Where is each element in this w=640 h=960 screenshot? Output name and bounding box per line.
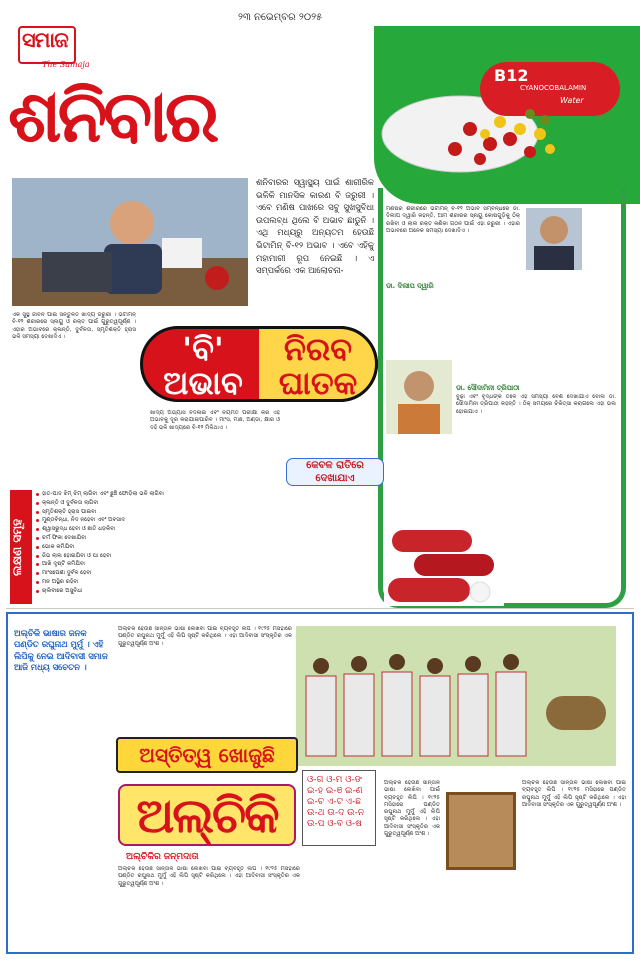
symptom-item: ହାତ-ପାଦ ଝିମ୍ ଝିମ୍ ଲାଗିବା ଏବଂ ଛୁଞ୍ଚି ଫୋଡ଼ିଲା ଭଳି ଲାଗିବା (36, 490, 236, 499)
alchiki-pull-quote: ଅଲ୍‌ଚିକି ଭାଷାର ଜନକ ପଣ୍ଡିତ ରଘୁନାଥ ମୁର୍ମୁ । ଏହି ଲିପିକୁ ନେଇ ଆଦିବାସୀ ସମାଜ ଆଜି ମଧ୍ୟ ସଚେତନ । (14, 628, 108, 673)
b12-label: B12 (494, 66, 529, 85)
symptom-item: ସ୍ମୃତିଶକ୍ତି ହ୍ରାସ ପାଇବା (36, 508, 236, 517)
logo-subtitle: The Samaja (42, 60, 90, 69)
symptom-item: ମୁଣ୍ଡବିନ୍ଧା, ନିଦ ନହେବା ଏବଂ ଅବସାଦ (36, 516, 236, 525)
symptom-item: ଭୋକ କମିଯିବା (36, 543, 236, 552)
night-symptom-badge (286, 458, 384, 486)
symptom-item: ଚର୍ମ ଫିକା ଦେଖାଯିବା (36, 534, 236, 543)
raghunath-murmu-portrait (446, 792, 516, 870)
specialist-name: ଡା. ସୌଦାମିନୀ ତ୍ରିପାଠୀ (456, 384, 520, 392)
cyano-label: CYANOCOBALAMIN (520, 84, 587, 92)
doctor-portrait-1 (526, 208, 582, 270)
alchiki-article-bottom: ଅଲ୍‌ଚିକି ହେଉଛି ସାନ୍ତାଳି ଭାଷା ଲେଖିବା ପାଇଁ ବ୍ୟବହୃତ ଲିପି । ୧୯୨୫ ମସିହାରେ ପଣ୍ଡିତ ରଘୁନାଥ ମୁର୍ମୁ ଏହି ଲିପି ସୃଷ୍ଟି କରିଥିଲେ । ଏହା ଆଦିବାସୀ ସଂସ୍କୃତିର ଏକ ଗୁରୁତ୍ୱପୂର୍ଣ୍ଣ ଅଂଶ । (118, 866, 300, 887)
left-column-article: ଏକ ସୁସ୍ଥ ଜୀବନ ପାଇଁ ସନ୍ତୁଳିତ ଖାଦ୍ୟ ଜରୁରୀ । ଭିଟାମିନ୍ ବି-୧୨ ଶରୀରରେ ସ୍ନାୟୁ ଓ ରକ୍ତ ପାଇଁ ଗୁରୁତ୍ୱପୂର୍ଣ୍ଣ । ଏହାର ଅଭାବରେ କ୍ଳାନ୍ତି, ଦୁର୍ବଳତା, ସ୍ମୃତିଶକ୍ତି ହ୍ରାସ ଭଳି ସମସ୍ୟା ଦେଖାଦିଏ । (12, 312, 136, 340)
symptoms-list (36, 490, 236, 596)
middle-column-article: ଖାଦ୍ୟ ଅଭ୍ୟାସ ବଦଳାଇ ଏବଂ ନିୟମିତ ପରୀକ୍ଷା କରି ଏହି ଅଭାବକୁ ଦୂର କରାଯାଇପାରିବ । ମାଂସ, ମାଛ, ଅଣ୍ଡା, କ୍ଷୀର ଓ ଦହି ଭଳି ଖାଦ୍ୟରେ ବି-୧୨ ମିଳିଥାଏ । (150, 410, 280, 431)
symptom-item: ଜିଭ ଲାଲ ହୋଇଯିବା ଓ ଘା ହେବା (36, 552, 236, 561)
symptom-item: ଶ୍ୱାସରୁଦ୍ଧ ହେବା ଓ ଛାତି ଧଡ଼କିବା (36, 525, 236, 534)
symptom-item: ଚାଲିବାରେ ଅସୁବିଧା (36, 587, 236, 596)
symptom-item: ମନ ଅସ୍ଥିର ରହିବା (36, 578, 236, 587)
alchiki-big-title: ଅଲ୍‌ଚିକି (118, 784, 296, 846)
doctor-name: ଡା. ଦିଲୀପ ଦ୍ୱାରି (386, 282, 434, 290)
section-divider (6, 608, 634, 609)
issue-date: ୨୩ ନଭେମ୍ବର ୨୦୨୫ (238, 12, 323, 23)
symptom-item: ମାଂସପେଶୀ ଦୁର୍ବଳ ହେବା (36, 569, 236, 578)
pill-right-bottom: ଘାତକ (278, 364, 358, 402)
badge-line-2: ଦେଖାଯାଏ (315, 473, 355, 484)
b12-capsules-photo (384, 524, 504, 606)
symptoms-side-label: ଲକ୍ଷଣ ସମୂହ (10, 490, 32, 604)
water-label: Water (560, 96, 584, 105)
symptom-item: ଆଖି ଦୃଷ୍ଟି କମିଯିବା (36, 560, 236, 569)
alchiki-subhead: ଅଲ୍‌ଚିକିର ଜନ୍ମଦାତା (126, 852, 199, 862)
logo-wordmark: ସମାଜ (22, 28, 68, 52)
intro-paragraph: ଶନିବାରର ସ୍ୱାସ୍ଥ୍ୟ ପାଇଁ ଶାରୀରିକ ଭଳିକି ମାନସିକ କାରଣ ବି ଜରୁରୀ । ଏବେ ମଣିଷ ପାଖରେ ସବୁ ସୁଖସୁବିଧା ଉପଲବ୍ଧ ଥିଲେ ବି ଅଭାବ ଛାଡୁନି । ଏଥି ମଧ୍ୟରୁ ଅନ୍ୟତମ ହେଉଛି ଭିଟାମିନ୍ ବି-୧୨ ଅଭାବ । ଏବେ ଏହିକୁ ମହାମାରୀ ରୂପ ନେଇଛି । ଏ ସମ୍ପର୍କରେ ଏକ ଆଲୋଚନା- (256, 177, 374, 276)
alchiki-headline: ଅସ୍ତିତ୍ୱ ଖୋଜୁଛି (116, 737, 298, 773)
alchiki-article-right: ଅଲ୍‌ଚିକି ହେଉଛି ସାନ୍ତାଳି ଭାଷା ଲେଖିବା ପାଇଁ ବ୍ୟବହୃତ ଲିପି । ୧୯୨୫ ମସିହାରେ ପଣ୍ଡିତ ରଘୁନାଥ ମୁର୍ମୁ ଏହି ଲିପି ସୃଷ୍ଟି କରିଥିଲେ । ଏହା ଆଦିବାସୀ ସଂସ୍କୃତିର ଏକ ଗୁରୁତ୍ୱପୂର୍ଣ୍ଣ ଅଂଶ । (522, 780, 626, 808)
pill-left-top: 'ବି' (182, 330, 224, 368)
capsule-illustration (380, 34, 630, 184)
badge-line-1: କେବଳ ରାତିରେ (306, 460, 364, 471)
doctor-quote-text: ମଣିଷର ଶରୀରରେ ଭିଟାମିନ୍ ବି-୧୨ ଅଭାବ ସମ୍ବନ୍ଧରେ ଡା. ଦିଲୀପ ଦ୍ୱାରି କହନ୍ତି, ଆମ ଶରୀରର ସ୍ନାୟୁ କୋଷଗୁଡ଼ିକୁ ଠିକ୍ ରଖିବା ଓ ଲାଲ ରକ୍ତ କଣିକା ଗଠନ ପାଇଁ ଏହା ଜରୁରୀ । ଏହାର ଅଭାବରେ ଅନେକ ସମସ୍ୟା ଦେଖାଦିଏ । (386, 206, 520, 234)
supplement-title: ଶନିବାର (8, 74, 216, 158)
pill-right-top: ନିରବ (283, 330, 353, 368)
pill-left-bottom: ଅଭାବ (163, 364, 243, 402)
specialist-text: ବୁଢ଼ା ଏବଂ ବୃଦ୍ଧଙ୍କ ତଳେ ଏହି ସମସ୍ୟା ବେଶି ଦେଖାଯାଏ ବୋଲି ଡା. ସୌଦାମିନୀ ତ୍ରିପାଠୀ କହନ୍ତି । ଠିକ୍ ସମୟରେ ଚିକିତ୍ସା କରାଗଲେ ଏହା ଭଲ ହୋଇଯାଏ । (456, 394, 616, 415)
stressed-man-photo (12, 178, 248, 306)
dancers-photo (296, 626, 616, 766)
symptom-item: କ୍ଳାନ୍ତି ଓ ଦୁର୍ବଳତା ଲାଗିବା (36, 499, 236, 508)
doctor-portrait-2 (386, 360, 452, 434)
alchiki-letter-chart: ଓ-ଗ ଓ-ମ ଓ-ଙ ଇ-ହ ଇ-ଞ ଇ-ଣ ଇ-ଚ ଏ-ଟ ଏ-ଛ ଉ-ଥ ଉ-ଦ ଉ-ନ ଉ-ପ ଓ-ବ ଓ-ଷ (302, 770, 376, 846)
alchiki-article-mid: ଅଲ୍‌ଚିକି ହେଉଛି ସାନ୍ତାଳି ଭାଷା ଲେଖିବା ପାଇଁ ବ୍ୟବହୃତ ଲିପି । ୧୯୨୫ ମସିହାରେ ପଣ୍ଡିତ ରଘୁନାଥ ମୁର୍ମୁ ଏହି ଲିପି ସୃଷ୍ଟି କରିଥିଲେ । ଏହା ଆଦିବାସୀ ସଂସ୍କୃତିର ଏକ ଗୁରୁତ୍ୱପୂର୍ଣ୍ଣ ଅଂଶ । (384, 780, 440, 838)
alchiki-article-top: ଅଲ୍‌ଚିକି ହେଉଛି ସାନ୍ତାଳି ଭାଷା ଲେଖିବା ପାଇଁ ବ୍ୟବହୃତ ଲିପି । ୧୯୨୫ ମସିହାରେ ପଣ୍ଡିତ ରଘୁନାଥ ମୁର୍ମୁ ଏହି ଲିପି ସୃଷ୍ଟି କରିଥିଲେ । ଏହା ଆଦିବାସୀ ସଂସ୍କୃତିର ଏକ ଗୁରୁତ୍ୱପୂର୍ଣ୍ଣ ଅଂଶ । (118, 626, 292, 647)
